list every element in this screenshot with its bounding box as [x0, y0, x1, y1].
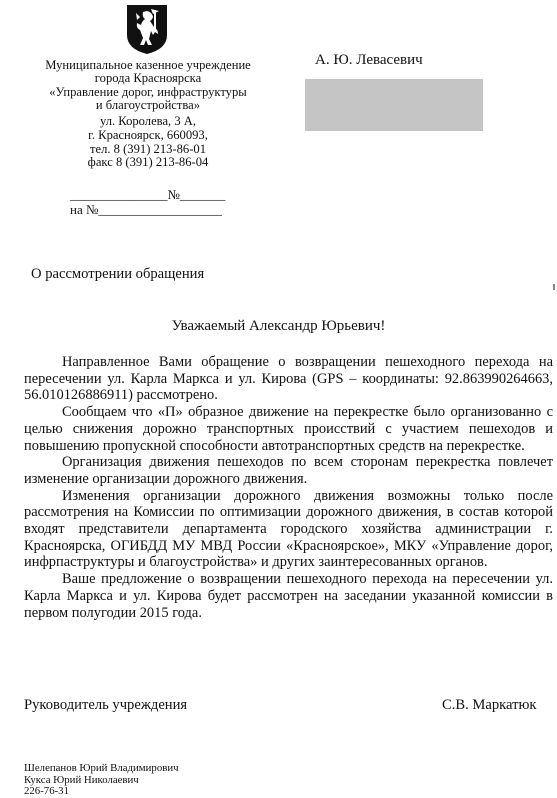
greeting: Уважаемый Александр Юрьевич!: [171, 318, 386, 334]
sender-phone: тел. 8 (391) 213-86-01: [89, 142, 206, 156]
executor-phone: 226-76-31: [24, 785, 69, 797]
signatory-name: С.В. Маркатюк: [442, 697, 537, 713]
redacted-address-box: [305, 79, 483, 131]
body-paragraph: Направленное Вами обращение о возвращении пешеходного перехода на пересечении ул. Карла Маркса и ул. Кирова (GPS – координаты: 92.863990264663, 56.010126886911) рассмотрено.: [24, 354, 553, 404]
sender-fax: факс 8 (391) 213-86-04: [87, 155, 209, 169]
body-paragraph: Организация движения пешеходов по всем сторонам перекрестка повлечет изменение организации дорожного движения.: [24, 454, 553, 487]
body-paragraph: Сообщаем что «П» образное движение на перекрестке было организованно с целью снижения дорожно транспортных происствий с участием пешеходов и повышению пропускной способности автотранспортных средств на перекрестке.: [24, 404, 553, 454]
sender-city-zip: г. Красноярск, 660093,: [88, 128, 208, 142]
sender-street: ул. Королева, 3 А,: [99, 114, 197, 128]
body-paragraph: Изменения организации дорожного движения возможны только после рассмотрения на Комиссии по оптимизации дорожного движения, в состав которой входят представители департамента городского хозяйства администрации г. Красноярска, ОГИБДД МУ МВД России «Красноярское», МКУ «Управление дорог, инфрпаструктуры и благоустройства» и других заинтересованных органов.: [24, 487, 553, 571]
body-paragraph: Ваше предложение о возвращении пешеходного перехода на пересечении ул. Карла Маркса и ул. Кирова будет рассмотрен на заседании указанной комиссии в первом полугодии 2015 года.: [24, 571, 553, 621]
krasnoyarsk-lion-coat-of-arms-icon: [125, 3, 169, 55]
executor-name: Шелепанов Юрий Владимирович: [24, 762, 179, 774]
signatory-title: Руководитель учреждения: [24, 697, 188, 713]
letter-subject: О рассмотрении обращения: [31, 266, 205, 282]
page-edge-mark: [553, 284, 555, 290]
letter-body: [24, 354, 553, 621]
recipient-name: А. Ю. Левасевич: [315, 52, 423, 68]
sender-org-line: Муниципальное казенное учреждение: [45, 58, 251, 72]
sender-city-line: города Красноярска: [94, 71, 202, 85]
sender-dept-line: «Управление дорог, инфраструктуры: [49, 85, 247, 99]
executor-name: Кукса Юрий Николаевич: [24, 774, 139, 786]
reference-number-line: на №___________________: [70, 202, 222, 217]
sender-dept-line-2: и благоустройства»: [95, 98, 201, 112]
outgoing-number-line: _______________№_______: [70, 187, 226, 202]
